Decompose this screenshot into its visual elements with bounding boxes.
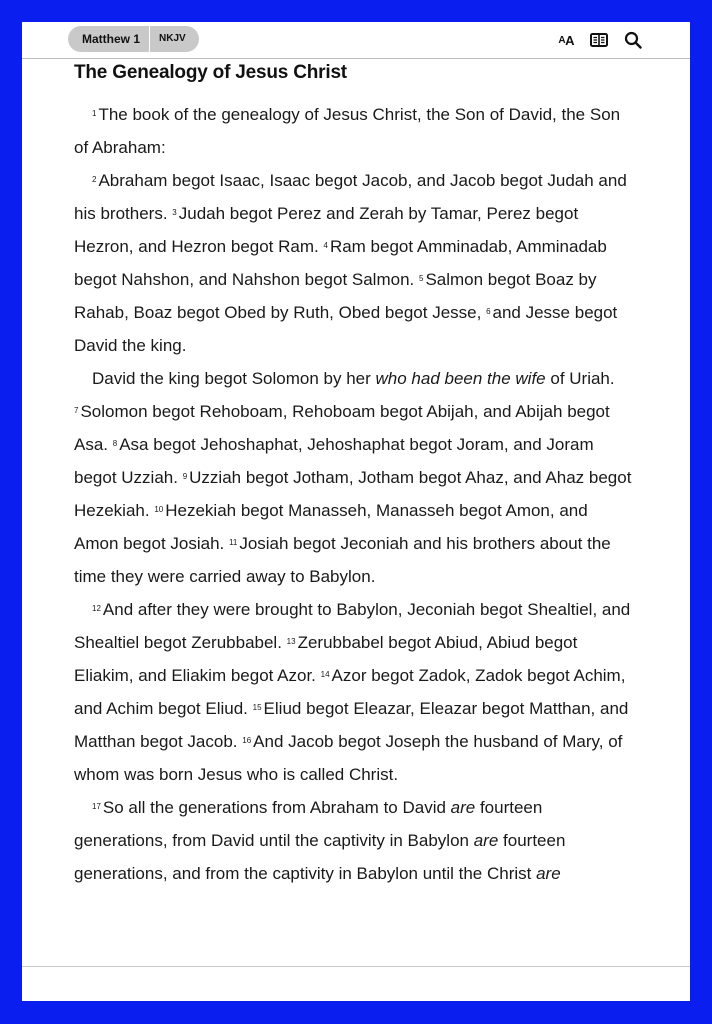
- verse-number: 6: [486, 307, 491, 316]
- verse-number: 15: [252, 703, 262, 712]
- book-chapter-button[interactable]: Matthew 1: [82, 32, 141, 46]
- toolbar-icons: [558, 30, 642, 50]
- verse-number: 13: [286, 637, 296, 646]
- book-icon[interactable]: [590, 30, 608, 50]
- paragraph: [74, 98, 634, 164]
- reference-pill: [68, 26, 199, 52]
- verse-number: 8: [112, 439, 118, 448]
- verse-number: 4: [323, 241, 328, 250]
- verse-text[interactable]: Azor begot Zadok, Zadok begot Achim, and Achim begot Eliud.: [74, 666, 626, 718]
- verse-number: 12: [92, 604, 101, 613]
- verse-text[interactable]: Asa begot Jehoshaphat, Jehoshaphat begot Joram, and Joram begot Uzziah.: [74, 435, 594, 487]
- bottom-divider: [22, 966, 690, 967]
- verse-text[interactable]: and Jesse begot David the king.: [74, 303, 618, 355]
- verse-text[interactable]: And after they were brought to Babylon, Jeconiah begot Shealtiel, and Shealtiel begot Zerubbabel.: [74, 600, 631, 652]
- verse-number: 2: [92, 175, 97, 184]
- verse-number: 9: [182, 472, 188, 481]
- top-toolbar: [22, 22, 690, 59]
- verse-number: 3: [172, 208, 177, 217]
- verse-text[interactable]: Hezekiah begot Manasseh, Manasseh begot Amon, and Amon begot Josiah.: [74, 501, 588, 553]
- paragraph: [74, 362, 634, 593]
- verse-text[interactable]: Josiah begot Jeconiah and his brothers about the time they were carried away to Babylon.: [74, 534, 611, 586]
- version-button[interactable]: NKJV: [159, 33, 186, 44]
- reader-screen: [22, 22, 690, 1001]
- verse-number: 7: [74, 406, 79, 415]
- verse-text[interactable]: So all the generations from Abraham to David are fourteen generations, from David until the captivity in Babylon are fourteen generations, and from the captivity in Babylon until the Christ are: [74, 798, 566, 883]
- verse-text[interactable]: Ram begot Amminadab, Amminadab begot Nahshon, and Nahshon begot Salmon.: [74, 237, 607, 289]
- verse-text[interactable]: David the king begot Solomon by her who had been the wife of Uriah.: [92, 369, 615, 388]
- text-size-icon[interactable]: A A: [558, 32, 574, 48]
- verse-text[interactable]: Zerubbabel begot Abiud, Abiud begot Eliakim, and Eliakim begot Azor.: [74, 633, 578, 685]
- scripture-text: [74, 98, 634, 890]
- verse-number: 14: [320, 670, 330, 679]
- verse-text[interactable]: Salmon begot Boaz by Rahab, Boaz begot Obed by Ruth, Obed begot Jesse,: [74, 270, 597, 322]
- paragraph: [74, 164, 634, 362]
- verse-number: 16: [242, 736, 252, 745]
- paragraph: [74, 791, 634, 890]
- verse-text[interactable]: The book of the genealogy of Jesus Christ, the Son of David, the Son of Abraham:: [74, 105, 621, 157]
- verse-number: 1: [92, 109, 97, 118]
- chapter-content: [74, 58, 634, 890]
- verse-number: 5: [418, 274, 424, 283]
- search-icon[interactable]: [624, 30, 642, 50]
- section-heading: The Genealogy of Jesus Christ: [74, 62, 347, 83]
- verse-number: 11: [229, 538, 238, 547]
- verse-number: 17: [92, 802, 101, 811]
- verse-text[interactable]: And Jacob begot Joseph the husband of Mary, of whom was born Jesus who is called Christ.: [74, 732, 623, 784]
- verse-text[interactable]: Uzziah begot Jotham, Jotham begot Ahaz, and Ahaz begot Hezekiah.: [74, 468, 632, 520]
- paragraph: [74, 593, 634, 791]
- verse-number: 10: [154, 505, 164, 514]
- verse-text[interactable]: Abraham begot Isaac, Isaac begot Jacob, and Jacob begot Judah and his brothers.: [74, 171, 627, 223]
- verse-text[interactable]: Judah begot Perez and Zerah by Tamar, Perez begot Hezron, and Hezron begot Ram.: [74, 204, 579, 256]
- verse-text[interactable]: Solomon begot Rehoboam, Rehoboam begot Abijah, and Abijah begot Asa.: [74, 402, 610, 454]
- verse-text[interactable]: Eliud begot Eleazar, Eleazar begot Matthan, and Matthan begot Jacob.: [74, 699, 629, 751]
